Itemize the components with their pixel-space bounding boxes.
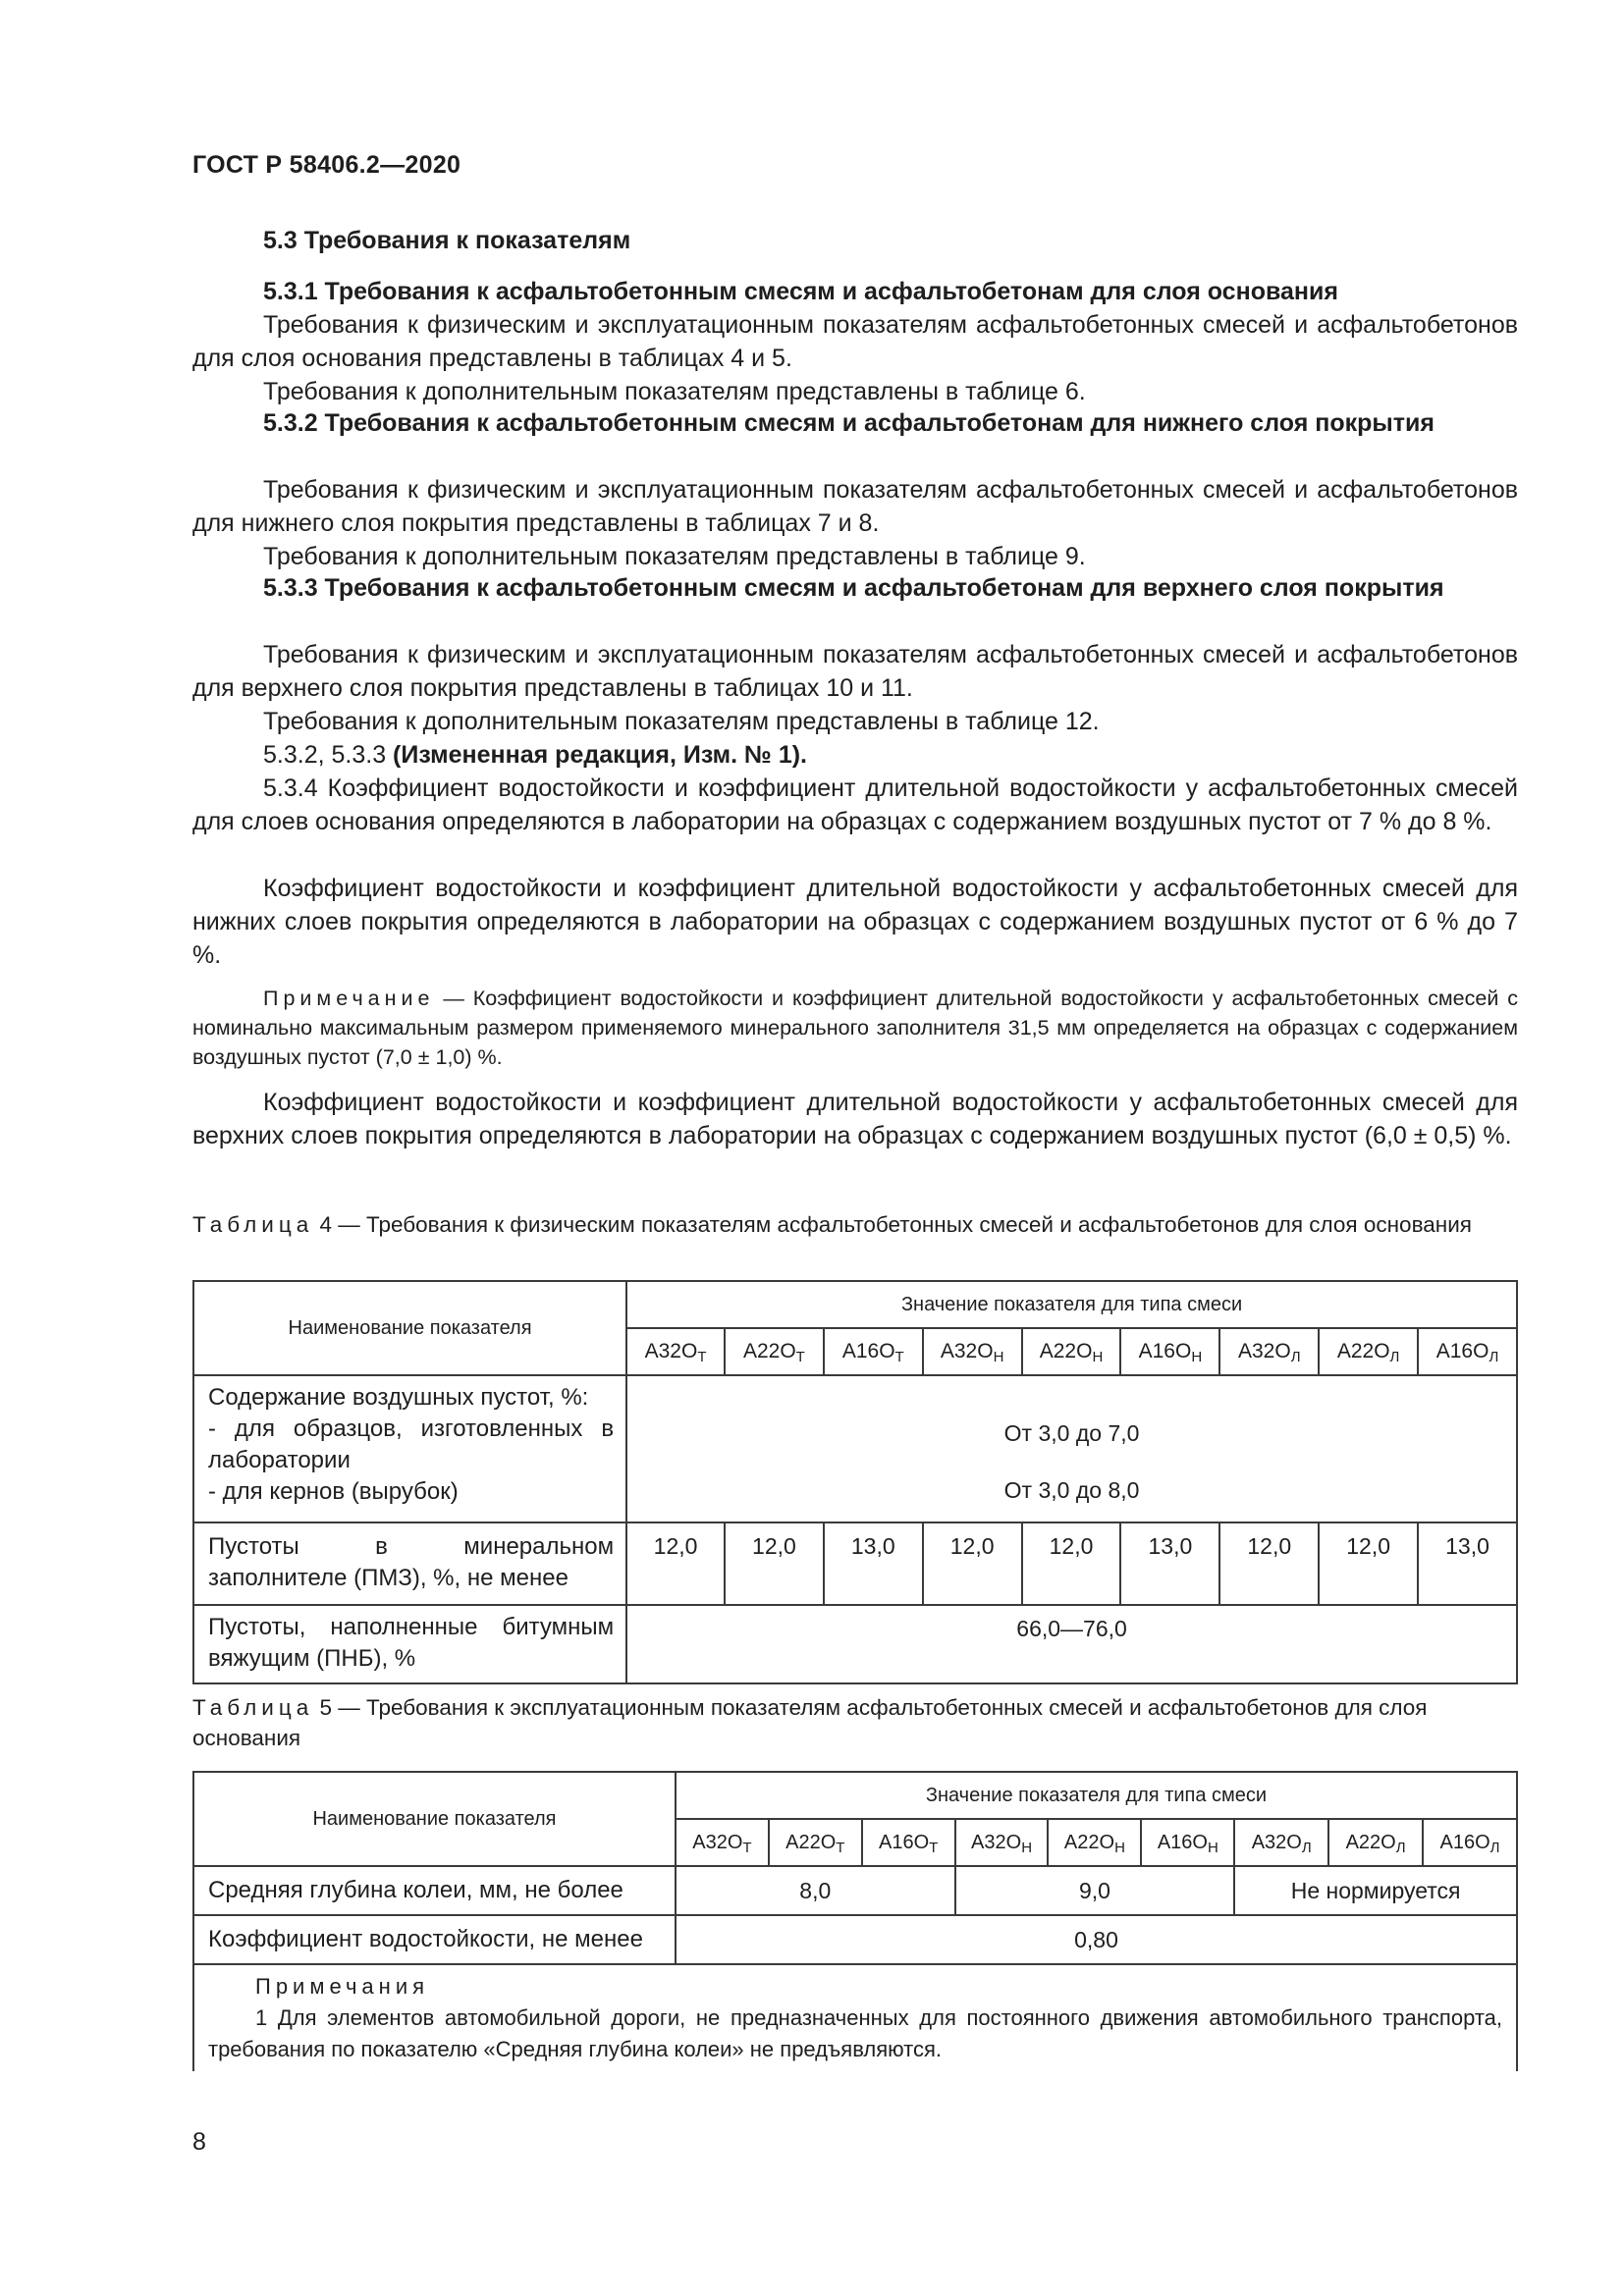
paragraph: Требования к физическим и эксплуатационным показателям асфальтобетонных смесей и асфальтобетонов для верхнего слоя покрытия представлены в таблицах 10 и 11. — [192, 641, 1518, 702]
row-label — [193, 1375, 626, 1522]
mix-type-subscript: Т — [929, 1839, 939, 1856]
note-text: — Коэффициент водостойкости и коэффициент длительной водостойкости у асфальтобетонных смесей с номинально максимальным размером применяемого минерального заполнителя 31,5 мм определяется на образцах с содержанием воздушных пустот (7,0 ± 1,0) %. — [192, 987, 1518, 1069]
value: От 3,0 до 7,0 — [1003, 1420, 1140, 1446]
mix-type-header — [626, 1328, 725, 1375]
paragraph: Требования к дополнительным показателям представлены в таблице 9. — [263, 543, 1086, 570]
mix-type-header — [1120, 1328, 1219, 1375]
value-cell: Не нормируется — [1234, 1866, 1517, 1915]
mix-type-subscript: Л — [1290, 1349, 1301, 1365]
subsection-5-3-2-title: 5.3.2 Требования к асфальтобетонным смесям и асфальтобетонам для нижнего слоя покрытия — [263, 409, 1435, 437]
table-5-caption — [192, 1692, 1518, 1753]
mix-type-base: А22О — [785, 1831, 837, 1853]
value-cell: 12,0 — [626, 1522, 725, 1605]
mix-type-subscript: Н — [1191, 1349, 1203, 1365]
table-5 — [192, 1771, 1518, 2071]
mix-type-header — [1328, 1819, 1423, 1866]
paragraph: Требования к физическим и эксплуатационным показателям асфальтобетонных смесей и асфальтобетонов для нижнего слоя покрытия представлены в таблицах 7 и 8. — [192, 476, 1518, 537]
column-group-header: Значение показателя для типа смеси — [626, 1281, 1517, 1328]
row-label: Средняя глубина колеи, мм, не более — [193, 1866, 676, 1915]
value-cell: 12,0 — [725, 1522, 824, 1605]
mix-type-base: А16О — [1138, 1340, 1192, 1362]
table-caption-text: 5 — Требования к эксплуатационным показателям асфальтобетонных смесей и асфальтобетонов для слоя основания — [192, 1695, 1428, 1750]
mix-type-base: А16О — [1439, 1831, 1490, 1853]
document-header: ГОСТ Р 58406.2—2020 — [192, 151, 461, 179]
mix-type-subscript: Л — [1389, 1349, 1400, 1365]
mix-type-base: А32О — [971, 1831, 1022, 1853]
mix-type-header — [1048, 1819, 1141, 1866]
note — [192, 984, 1518, 1072]
mix-type-subscript: Н — [1114, 1839, 1125, 1856]
mix-type-base: А16О — [878, 1831, 930, 1853]
mix-type-base: А22О — [1063, 1831, 1115, 1853]
value-cell: 12,0 — [1319, 1522, 1418, 1605]
column-header-name: Наименование показателя — [193, 1281, 626, 1375]
paragraph: Коэффициент водостойкости и коэффициент длительной водостойкости у асфальтобетонных смесей для верхних слоев покрытия определяются в лаборатории на образцах с содержанием воздушных пустот (6,0 ± 0,5) %. — [192, 1089, 1518, 1149]
value-cell: 13,0 — [1418, 1522, 1517, 1605]
merged-value-cell — [626, 1375, 1517, 1522]
mix-type-base: А32О — [1237, 1340, 1291, 1362]
mix-type-header — [1319, 1328, 1418, 1375]
mix-type-subscript: Н — [1207, 1839, 1218, 1856]
mix-type-subscript: Т — [836, 1839, 845, 1856]
table-label: Таблица — [192, 1212, 314, 1237]
value-cell: 9,0 — [955, 1866, 1235, 1915]
paragraph: Требования к физическим и эксплуатационным показателям асфальтобетонных смесей и асфальтобетонов для слоя основания представлены в таблицах 4 и 5. — [192, 311, 1518, 372]
mix-type-base: А32О — [1251, 1831, 1302, 1853]
row-label-line: Содержание воздушных пустот, %: — [208, 1384, 589, 1411]
mix-type-subscript: Л — [1489, 1349, 1499, 1365]
mix-type-header — [1141, 1819, 1234, 1866]
value: От 3,0 до 8,0 — [1003, 1477, 1140, 1503]
mix-type-base: А16О — [1157, 1831, 1208, 1853]
mix-type-subscript: Т — [894, 1349, 904, 1365]
row-label: Пустоты в минеральном заполнителе (ПМЗ), %, не менее — [193, 1522, 626, 1605]
mix-type-base: А32О — [644, 1340, 698, 1362]
column-header-name: Наименование показателя — [193, 1772, 676, 1866]
mix-type-base: А32О — [692, 1831, 743, 1853]
page-number: 8 — [192, 2128, 206, 2156]
merged-value-cell: 66,0—76,0 — [626, 1605, 1517, 1683]
merged-value-cell: 0,80 — [676, 1915, 1517, 1964]
table-4 — [192, 1280, 1518, 1684]
amendment-text: (Измененная редакция, Изм. № 1). — [393, 741, 808, 769]
row-label-line: - для кернов (вырубок) — [208, 1478, 459, 1505]
mix-type-header — [1022, 1328, 1121, 1375]
value-cell: 12,0 — [923, 1522, 1022, 1605]
mix-type-subscript: Л — [1489, 1839, 1500, 1856]
value-cell: 13,0 — [1120, 1522, 1219, 1605]
section-title: 5.3 Требования к показателям — [263, 227, 631, 254]
row-label: Пустоты, наполненные битумным вяжущим (ПНБ), % — [193, 1605, 626, 1683]
table-caption-text: 4 — Требования к физическим показателям асфальтобетонных смесей и асфальтобетонов для слоя основания — [313, 1212, 1472, 1237]
mix-type-subscript: Н — [1092, 1349, 1104, 1365]
row-label: Коэффициент водостойкости, не менее — [193, 1915, 676, 1964]
mix-type-base: А16О — [1435, 1340, 1489, 1362]
row-label-line: - для образцов, изготовленных в лаборатории — [208, 1415, 615, 1473]
mix-type-header — [1418, 1328, 1517, 1375]
mix-type-header — [955, 1819, 1049, 1866]
paragraph: Коэффициент водостойкости и коэффициент длительной водостойкости у асфальтобетонных смесей для нижних слоев покрытия определяются в лаборатории на образцах с содержанием воздушных пустот от 6 % до 7 %. — [192, 875, 1518, 969]
mix-type-header — [923, 1328, 1022, 1375]
paragraph: Требования к дополнительным показателям представлены в таблице 12. — [263, 708, 1100, 735]
mix-type-header — [725, 1328, 824, 1375]
mix-type-header — [1219, 1328, 1319, 1375]
mix-type-base: А32О — [940, 1340, 994, 1362]
mix-type-header — [676, 1819, 769, 1866]
table-4-caption — [192, 1209, 1518, 1240]
column-group-header: Значение показателя для типа смеси — [676, 1772, 1517, 1819]
mix-type-header — [1234, 1819, 1328, 1866]
mix-type-base: А22О — [742, 1340, 796, 1362]
subsection-5-3-1-title: 5.3.1 Требования к асфальтобетонным смесям и асфальтобетонам для слоя основания — [263, 278, 1338, 305]
mix-type-base: А16О — [841, 1340, 895, 1362]
note-label: Примечание — [263, 987, 435, 1010]
mix-type-subscript: Т — [742, 1839, 752, 1856]
mix-type-subscript: Н — [1021, 1839, 1033, 1856]
mix-type-header — [862, 1819, 955, 1866]
paragraph: Требования к дополнительным показателям представлены в таблице 6. — [263, 378, 1086, 405]
table-notes — [193, 1964, 1517, 2071]
subsection-5-3-3-title: 5.3.3 Требования к асфальтобетонным смесям и асфальтобетонам для верхнего слоя покрытия — [263, 574, 1444, 602]
table-label: Таблица — [192, 1695, 314, 1720]
note-1: 1 Для элементов автомобильной дороги, не предназначенных для постоянного движения автомобильного транспорта, требования по показателю «Средняя глубина колеи» не предъявляются. — [208, 2005, 1502, 2061]
value-cell: 12,0 — [1219, 1522, 1319, 1605]
mix-type-subscript: Н — [993, 1349, 1004, 1365]
notes-title: Примечания — [255, 1974, 430, 1999]
value-cell: 13,0 — [824, 1522, 923, 1605]
mix-type-base: А22О — [1039, 1340, 1093, 1362]
value-cell: 12,0 — [1022, 1522, 1121, 1605]
amendment-prefix: 5.3.2, 5.3.3 — [263, 741, 394, 769]
mix-type-header — [824, 1328, 923, 1375]
value-cell: 8,0 — [676, 1866, 955, 1915]
mix-type-header — [769, 1819, 862, 1866]
mix-type-subscript: Л — [1301, 1839, 1312, 1856]
mix-type-base: А22О — [1345, 1831, 1396, 1853]
amendment-note — [192, 738, 1518, 772]
mix-type-base: А22О — [1336, 1340, 1390, 1362]
mix-type-subscript: Т — [795, 1349, 805, 1365]
mix-type-header — [1423, 1819, 1517, 1866]
mix-type-subscript: Л — [1395, 1839, 1406, 1856]
mix-type-subscript: Т — [697, 1349, 707, 1365]
paragraph: 5.3.4 Коэффициент водостойкости и коэффициент длительной водостойкости у асфальтобетонных смесей для слоев основания определяются в лаборатории на образцах с содержанием воздушных пустот от 7 % до 8 %. — [192, 774, 1518, 835]
